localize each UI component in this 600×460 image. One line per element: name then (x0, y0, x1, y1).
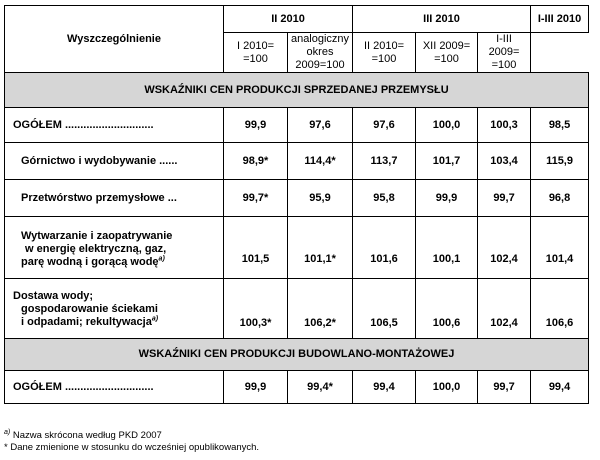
row-label-line: Dostawa wody; (13, 290, 94, 302)
cell-value: 115,9 (531, 143, 589, 180)
table-row (5, 108, 589, 143)
cell-value: 99,4* (288, 371, 353, 404)
cell-value: 99,4 (353, 371, 416, 404)
header-sub-5: I-III 2009= =100 (478, 33, 531, 73)
cell-value: 97,6 (353, 108, 416, 143)
row-label-line: i odpadami; rekultywacja (21, 316, 152, 328)
section-title-construction: WSKAŹNIKI CEN PRODUKCJI BUDOWLANO-MONTAŻOWEJ (5, 339, 589, 371)
row-label (5, 217, 224, 279)
row-label-line: parę wodną i gorącą wodę (21, 256, 159, 268)
table-row (5, 371, 589, 404)
footnote-mark: a) (151, 315, 159, 323)
cell-value: 100,0 (416, 108, 478, 143)
cell-value: 98,9* (224, 143, 288, 180)
cell-value: 97,6 (288, 108, 353, 143)
cell-value: 100,1 (416, 217, 478, 279)
cell-value: 100,0 (416, 371, 478, 404)
cell-value: 103,4 (478, 143, 531, 180)
header-col-label: Wyszczególnienie (5, 6, 224, 73)
cell-value: 99,7* (224, 180, 288, 217)
cell-value: 102,4 (478, 279, 531, 339)
cell-value: 96,8 (531, 180, 589, 217)
cell-value: 95,9 (288, 180, 353, 217)
cell-value: 101,7 (416, 143, 478, 180)
row-label: OGÓŁEM ............................. (5, 371, 224, 404)
footnotes (4, 430, 259, 454)
footnote-2: * Dane zmienione w stosunku do wcześniej opublikowanych. (4, 442, 260, 453)
section-title-industry: WSKAŹNIKI CEN PRODUKCJI SPRZEDANEJ PRZEMYSŁU (5, 73, 589, 108)
header-group-ii-2010: II 2010 (224, 6, 353, 33)
row-label-line: w energię elektryczną, gaz, (25, 243, 167, 255)
cell-value: 106,2* (288, 279, 353, 339)
table-row (5, 217, 589, 279)
footnote-1 (4, 430, 259, 442)
header-sub-2: analogiczny okres 2009=100 (288, 33, 353, 73)
cell-value: 106,5 (353, 279, 416, 339)
cell-value: 95,8 (353, 180, 416, 217)
row-label: Przetwórstwo przemysłowe ... (5, 180, 224, 217)
cell-value: 99,9 (224, 108, 288, 143)
cell-value: 101,1* (288, 217, 353, 279)
cell-value: 114,4* (288, 143, 353, 180)
footnote-text: Nazwa skrócona według PKD 2007 (10, 430, 162, 441)
cell-value: 101,5 (224, 217, 288, 279)
cell-value: 106,6 (531, 279, 589, 339)
cell-value: 100,6 (416, 279, 478, 339)
header-sub-3: II 2010= =100 (353, 33, 416, 73)
cell-value: 99,9 (416, 180, 478, 217)
footnote-mark: a) (4, 428, 11, 436)
cell-value: 101,4 (531, 217, 589, 279)
price-index-table (4, 5, 589, 404)
row-label-line: gospodarowanie ściekami (21, 303, 158, 315)
cell-value: 102,4 (478, 217, 531, 279)
header-sub-4: XII 2009= =100 (416, 33, 478, 73)
header-group-iii-2010: III 2010 (353, 6, 531, 33)
cell-value: 98,5 (531, 108, 589, 143)
cell-value: 100,3* (224, 279, 288, 339)
table-row (5, 180, 589, 217)
cell-value: 113,7 (353, 143, 416, 180)
row-label: OGÓŁEM ............................. (5, 108, 224, 143)
table-row (5, 143, 589, 180)
header-sub-1: I 2010= =100 (224, 33, 288, 73)
header-group-i-iii-2010: I-III 2010 (531, 6, 589, 33)
cell-value: 101,6 (353, 217, 416, 279)
cell-value: 99,4 (531, 371, 589, 404)
row-label (5, 279, 224, 339)
row-label: Górnictwo i wydobywanie ...... (5, 143, 224, 180)
row-label-line: Wytwarzanie i zaopatrywanie (21, 230, 173, 242)
table-row (5, 279, 589, 339)
cell-value: 100,3 (478, 108, 531, 143)
cell-value: 99,9 (224, 371, 288, 404)
cell-value: 99,7 (478, 371, 531, 404)
footnote-mark: a) (158, 255, 165, 263)
cell-value: 99,7 (478, 180, 531, 217)
